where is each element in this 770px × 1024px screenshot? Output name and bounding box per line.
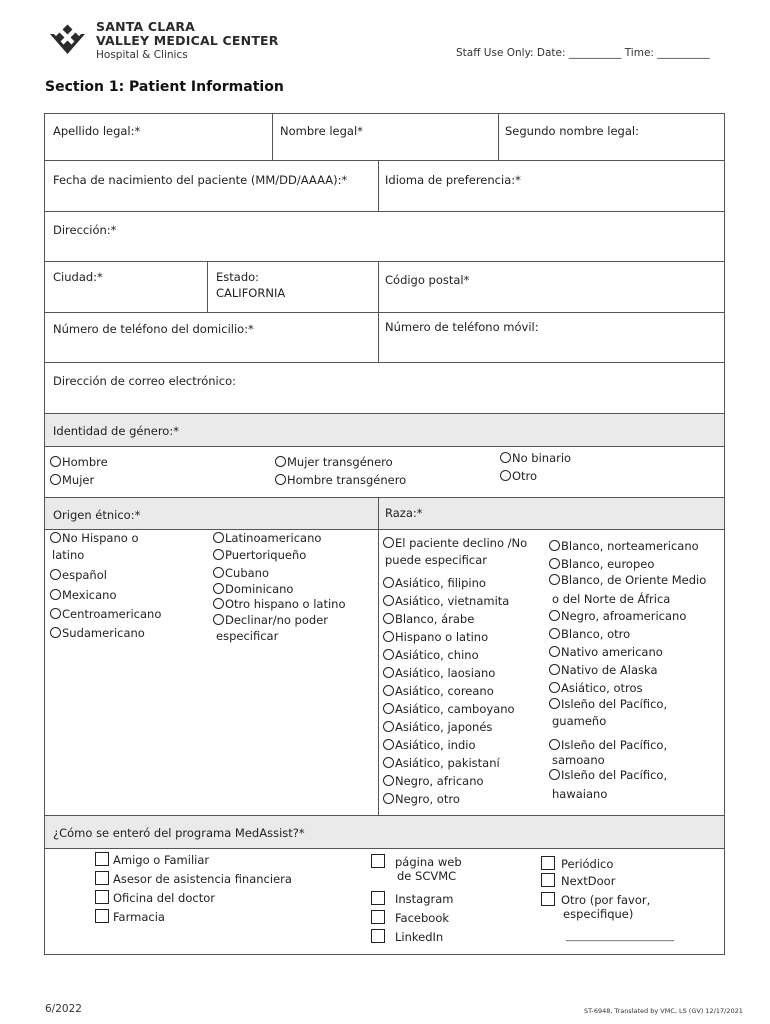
radio-icon: [383, 685, 394, 696]
ethnic-mexicano[interactable]: Mexicano: [50, 588, 117, 603]
radio-icon: [549, 664, 560, 675]
org-name-line1: SANTA CLARA: [96, 19, 196, 34]
radio-icon: [275, 456, 286, 467]
codigo-postal-field[interactable]: [378, 261, 725, 313]
staff-use-line: Staff Use Only: Date: __________ Time: __________: [456, 47, 710, 59]
diamond-logo-icon: [48, 22, 88, 56]
medassist-oficina-doctor[interactable]: Oficina del doctor: [95, 890, 215, 906]
radio-icon: [213, 567, 224, 578]
race-blanco-arabe[interactable]: Blanco, árabe: [383, 612, 474, 627]
fecha-nacimiento-field[interactable]: [44, 160, 379, 212]
radio-icon: [549, 739, 560, 750]
checkbox-icon: [541, 892, 555, 906]
ethnic-declinar-cont: especificar: [216, 629, 279, 643]
checkbox-icon: [541, 873, 555, 887]
radio-icon: [549, 574, 560, 585]
correo-label: Dirección de correo electrónico:: [53, 374, 236, 388]
gender-option-mujer[interactable]: Mujer: [50, 473, 94, 488]
ethnic-otro-hispano[interactable]: Otro hispano o latino: [213, 597, 346, 612]
race-nativo-americano[interactable]: Nativo americano: [549, 645, 663, 660]
radio-icon: [383, 667, 394, 678]
medassist-linkedin[interactable]: LinkedIn: [371, 929, 443, 945]
radio-icon: [549, 558, 560, 569]
ethnic-label: Origen étnico:*: [53, 508, 141, 522]
race-asiatico-otros[interactable]: Asiático, otros: [549, 681, 643, 696]
checkbox-icon: [371, 910, 385, 924]
radio-icon: [213, 598, 224, 609]
radio-icon: [213, 532, 224, 543]
checkbox-icon: [95, 909, 109, 923]
race-negro-afroamericano[interactable]: Negro, afroamericano: [549, 609, 686, 624]
ethnic-latinoamericano[interactable]: Latinoamericano: [213, 531, 321, 546]
footer-code: ST-6948, Translated by VMC, LS (GV) 12/17/2021: [584, 1007, 743, 1015]
medassist-label: ¿Cómo se enteró del programa MedAssist?*: [53, 826, 305, 840]
org-subtitle: Hospital & Clinics: [96, 49, 188, 61]
medassist-otro-line[interactable]: ________________________: [566, 932, 674, 942]
ciudad-field[interactable]: [44, 261, 208, 313]
race-asiatico-filipino[interactable]: Asiático, filipino: [383, 576, 486, 591]
telefono-movil-label: Número de teléfono móvil:: [385, 320, 539, 334]
checkbox-icon: [371, 854, 385, 868]
race-blanco-norteamericano[interactable]: Blanco, norteamericano: [549, 539, 699, 554]
radio-icon: [213, 583, 224, 594]
radio-icon: [549, 628, 560, 639]
race-asiatico-laosiano[interactable]: Asiático, laosiano: [383, 666, 495, 681]
radio-icon: [549, 769, 560, 780]
ethnic-header: [44, 497, 379, 530]
medassist-nextdoor[interactable]: NextDoor: [541, 873, 615, 889]
radio-icon: [383, 649, 394, 660]
checkbox-icon: [95, 890, 109, 904]
segundo-nombre-field[interactable]: [498, 113, 725, 161]
gender-option-hombre-transgenero[interactable]: Hombre transgénero: [275, 473, 406, 488]
race-asiatico-coreano[interactable]: Asiático, coreano: [383, 684, 494, 699]
medassist-otro[interactable]: Otro (por favor,: [541, 892, 650, 908]
gender-option-hombre[interactable]: Hombre: [50, 455, 108, 470]
ethnic-dominicano[interactable]: Dominicano: [213, 582, 293, 597]
radio-icon: [50, 474, 61, 485]
ethnic-no-hispano[interactable]: No Hispano o: [50, 531, 139, 546]
correo-field[interactable]: [44, 362, 725, 414]
gender-option-otro[interactable]: Otro: [500, 469, 537, 484]
radio-icon: [50, 532, 61, 543]
codigo-postal-label: Código postal*: [385, 273, 470, 287]
radio-icon: [383, 613, 394, 624]
apellido-field[interactable]: [44, 113, 273, 161]
ethnic-puertoriqueno[interactable]: Puertoriqueño: [213, 548, 306, 563]
checkbox-icon: [95, 871, 109, 885]
radio-icon: [50, 627, 61, 638]
radio-icon: [383, 739, 394, 750]
medassist-facebook[interactable]: Facebook: [371, 910, 449, 926]
estado-value: CALIFORNIA: [216, 286, 286, 300]
nombre-field[interactable]: [272, 113, 499, 161]
segundo-nombre-label: Segundo nombre legal:: [505, 124, 639, 138]
logo: [48, 22, 88, 56]
nombre-label: Nombre legal*: [280, 124, 363, 138]
estado-field: [207, 261, 379, 313]
medassist-header: [44, 815, 725, 849]
race-blanco-oriente-medio-cont: o del Norte de África: [552, 592, 671, 606]
race-isleno-guameno-cont: guameño: [552, 714, 607, 728]
race-asiatico-vietnamita[interactable]: Asiático, vietnamita: [383, 594, 509, 609]
radio-icon: [50, 456, 61, 467]
checkbox-icon: [95, 852, 109, 866]
section-title: Section 1: Patient Information: [45, 79, 284, 95]
radio-icon: [383, 757, 394, 768]
footer-date: 6/2022: [45, 1003, 82, 1015]
gender-label: Identidad de género:*: [53, 424, 179, 438]
medassist-farmacia[interactable]: Farmacia: [95, 909, 165, 925]
race-asiatico-chino[interactable]: Asiático, chino: [383, 648, 479, 663]
gender-options: [44, 446, 725, 498]
medassist-instagram[interactable]: Instagram: [371, 891, 454, 907]
radio-icon: [275, 474, 286, 485]
fecha-nacimiento-label: Fecha de nacimiento del paciente (MM/DD/AAAA):*: [53, 173, 348, 187]
ethnic-centroamericano[interactable]: Centroamericano: [50, 607, 161, 622]
radio-icon: [549, 610, 560, 621]
medassist-otro-cont: especifique): [563, 907, 634, 921]
direccion-label: Dirección:*: [53, 223, 117, 237]
race-asiatico-indio[interactable]: Asiático, indio: [383, 738, 476, 753]
telefono-domicilio-label: Número de teléfono del domicilio:*: [53, 322, 254, 336]
medassist-pagina-web[interactable]: página web: [371, 854, 462, 870]
org-name-line2: VALLEY MEDICAL CENTER: [96, 33, 279, 48]
radio-icon: [383, 577, 394, 588]
ethnic-espanol[interactable]: español: [50, 568, 107, 583]
ethnic-cubano[interactable]: Cubano: [213, 566, 269, 581]
ciudad-label: Ciudad:*: [53, 270, 103, 284]
radio-icon: [549, 540, 560, 551]
medassist-pagina-web-cont: de SCVMC: [397, 869, 457, 883]
idioma-label: Idioma de preferencia:*: [385, 173, 521, 187]
radio-icon: [500, 452, 511, 463]
radio-icon: [383, 537, 394, 548]
race-header: [378, 497, 725, 530]
race-blanco-otro[interactable]: Blanco, otro: [549, 627, 630, 642]
checkbox-icon: [371, 929, 385, 943]
race-negro-otro[interactable]: Negro, otro: [383, 792, 460, 807]
medassist-asesor[interactable]: Asesor de asistencia financiera: [95, 871, 292, 887]
race-asiatico-camboyano[interactable]: Asiático, camboyano: [383, 702, 515, 717]
ethnic-sudamericano[interactable]: Sudamericano: [50, 626, 145, 641]
race-isleno-guameno[interactable]: Isleño del Pacífico,: [549, 697, 667, 712]
radio-icon: [383, 703, 394, 714]
race-hispano-latino[interactable]: Hispano o latino: [383, 630, 488, 645]
race-asiatico-pakistani[interactable]: Asiático, pakistaní: [383, 756, 500, 771]
gender-header: [44, 413, 725, 447]
race-blanco-oriente-medio[interactable]: Blanco, de Oriente Medio: [549, 573, 706, 588]
ethnic-declinar[interactable]: Declinar/no poder: [213, 613, 328, 628]
race-blanco-europeo[interactable]: Blanco, europeo: [549, 557, 654, 572]
race-negro-africano[interactable]: Negro, africano: [383, 774, 484, 789]
radio-icon: [383, 631, 394, 642]
telefono-movil-field[interactable]: [378, 312, 725, 363]
direccion-field[interactable]: [44, 211, 725, 262]
race-isleno-hawaiano[interactable]: Isleño del Pacífico,: [549, 768, 667, 783]
estado-label: Estado:: [216, 270, 260, 284]
radio-icon: [500, 470, 511, 481]
ethnic-no-hispano-cont: latino: [52, 548, 85, 562]
radio-icon: [213, 614, 224, 625]
race-asiatico-japones[interactable]: Asiático, japonés: [383, 720, 492, 735]
radio-icon: [383, 595, 394, 606]
radio-icon: [549, 698, 560, 709]
gender-option-mujer-transgenero[interactable]: Mujer transgénero: [275, 455, 393, 470]
radio-icon: [213, 549, 224, 560]
race-isleno-samoano[interactable]: Isleño del Pacífico,: [549, 738, 667, 753]
radio-icon: [549, 646, 560, 657]
radio-icon: [383, 793, 394, 804]
apellido-label: Apellido legal:*: [53, 124, 141, 138]
checkbox-icon: [371, 891, 385, 905]
race-label: Raza:*: [385, 506, 423, 520]
checkbox-icon: [541, 856, 555, 870]
race-declino-cont: puede especificar: [385, 553, 487, 567]
medassist-amigo[interactable]: Amigo o Familiar: [95, 852, 209, 868]
race-isleno-samoano-cont: samoano: [552, 753, 605, 767]
race-nativo-alaska[interactable]: Nativo de Alaska: [549, 663, 658, 678]
radio-icon: [50, 589, 61, 600]
medassist-periodico[interactable]: Periódico: [541, 856, 613, 872]
idioma-field[interactable]: [378, 160, 725, 212]
telefono-domicilio-field[interactable]: [44, 312, 379, 363]
radio-icon: [50, 608, 61, 619]
radio-icon: [383, 721, 394, 732]
race-isleno-hawaiano-cont: hawaiano: [552, 787, 608, 801]
race-declino[interactable]: El paciente declino /No: [383, 536, 527, 551]
radio-icon: [50, 569, 61, 580]
radio-icon: [383, 775, 394, 786]
gender-option-no-binario[interactable]: No binario: [500, 451, 571, 466]
radio-icon: [549, 682, 560, 693]
